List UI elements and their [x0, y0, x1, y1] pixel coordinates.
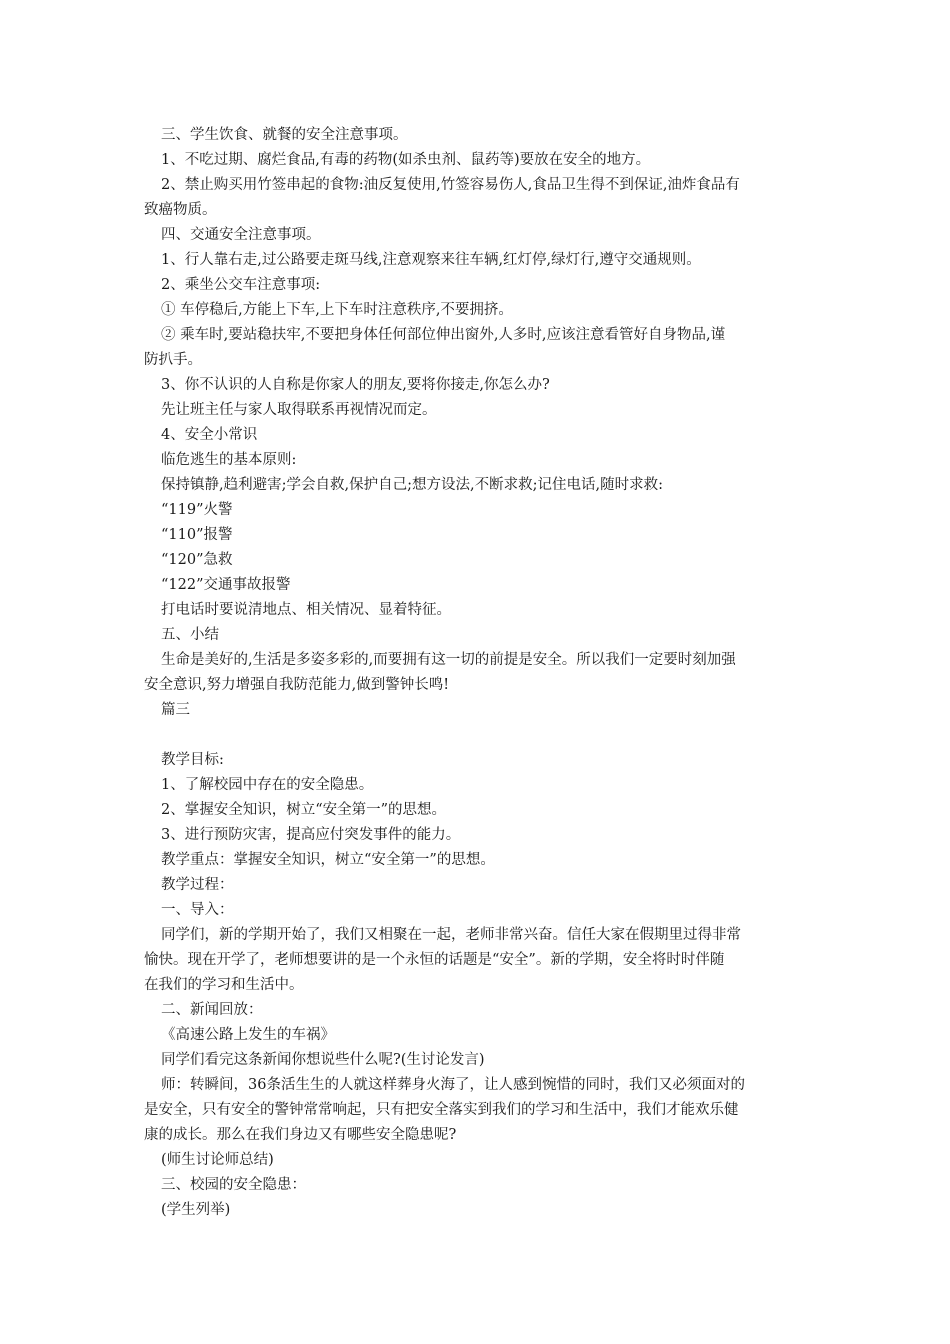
paragraph-line: 同学们看完这条新闻你想说些什么呢?(生讨论发言) [161, 1052, 485, 1068]
paragraph-line: (师生讨论师总结) [161, 1152, 274, 1168]
paragraph-line: 临危逃生的基本原则: [161, 452, 297, 468]
paragraph-line: 同学们，新的学期开始了，我们又相聚在一起，老师非常兴奋。信任大家在假期里过得非常 [161, 927, 741, 943]
paragraph-line: 2、掌握安全知识，树立“安全第一”的思想。 [161, 802, 447, 818]
section-heading: 二、新闻回放： [161, 1002, 263, 1018]
emergency-number: “120”急救 [161, 552, 233, 568]
paragraph-line: 保持镇静,趋利避害;学会自救,保护自己;想方设法,不断求救;记住电话,随时求救: [161, 477, 663, 493]
section-heading: 四、交通安全注意事项。 [161, 227, 321, 243]
paragraph-line: 2、禁止购买用竹签串起的食物:油反复使用,竹签容易伤人,食品卫生得不到保证,油炸食品有 [161, 177, 740, 193]
paragraph-line: 3、进行预防灾害，提高应付突发事件的能力。 [161, 827, 461, 843]
paragraph-line: 打电话时要说清地点、相关情况、显着特征。 [161, 602, 451, 618]
paragraph-line: (学生列举) [161, 1202, 231, 1218]
paragraph-line: 1、行人靠右走,过公路要走斑马线,注意观察来往车辆,红灯停,绿灯行,遵守交通规则。 [161, 252, 701, 268]
chapter-heading: 篇三 [161, 702, 190, 718]
emergency-number: “122”交通事故报警 [161, 577, 291, 593]
emergency-number: “119”火警 [161, 502, 233, 518]
paragraph-line: 是安全，只有安全的警钟常常响起，只有把安全落实到我们的学习和生活中，我们才能欢乐健 [144, 1102, 739, 1118]
paragraph-line: 3、你不认识的人自称是你家人的朋友,要将你接走,你怎么办? [161, 377, 550, 393]
paragraph-line: 1、了解校园中存在的安全隐患。 [161, 777, 374, 793]
section-heading: 三、校园的安全隐患： [161, 1177, 306, 1193]
paragraph-line: 致癌物质。 [144, 202, 217, 218]
paragraph-line: 师：转瞬间，36条活生生的人就这样葬身火海了，让人感到惋惜的同时，我们又必须面对的 [161, 1077, 745, 1093]
paragraph-line: ① 车停稳后,方能上下车,上下车时注意秩序,不要拥挤。 [161, 302, 513, 318]
section-heading: 一、导入： [161, 902, 234, 918]
paragraph-line: 教学重点：掌握安全知识，树立“安全第一”的思想。 [161, 852, 495, 868]
section-heading: 三、学生饮食、就餐的安全注意事项。 [161, 127, 408, 143]
blank-line [144, 723, 810, 748]
paragraph-line: ② 乘车时,要站稳扶牢,不要把身体任何部位伸出窗外,人多时,应该注意看管好自身物品,谨 [161, 327, 726, 343]
paragraph-line: 4、安全小常识 [161, 427, 258, 443]
section-heading: 教学过程： [161, 877, 234, 893]
paragraph-line: 2、乘坐公交车注意事项: [161, 277, 321, 293]
document-body [144, 123, 810, 1223]
news-title: 《高速公路上发生的车祸》 [161, 1027, 335, 1043]
paragraph-line: 在我们的学习和生活中。 [144, 977, 304, 993]
section-heading: 教学目标: [161, 752, 224, 768]
emergency-number: “110”报警 [161, 527, 233, 543]
paragraph-line: 1、不吃过期、腐烂食品,有毒的药物(如杀虫剂、鼠药等)要放在安全的地方。 [161, 152, 651, 168]
paragraph-line: 安全意识,努力增强自我防范能力,做到警钟长鸣! [144, 677, 450, 693]
paragraph-line: 愉快。现在开学了，老师想要讲的是一个永恒的话题是“安全”。新的学期，安全将时时伴随 [144, 952, 725, 968]
paragraph-line: 防扒手。 [144, 352, 202, 368]
paragraph-line: 康的成长。那么在我们身边又有哪些安全隐患呢? [144, 1127, 457, 1143]
section-heading: 五、小结 [161, 627, 219, 643]
paragraph-line: 先让班主任与家人取得联系再视情况而定。 [161, 402, 437, 418]
paragraph-line: 生命是美好的,生活是多姿多彩的,而要拥有这一切的前提是安全。所以我们一定要时刻加强 [161, 652, 736, 668]
